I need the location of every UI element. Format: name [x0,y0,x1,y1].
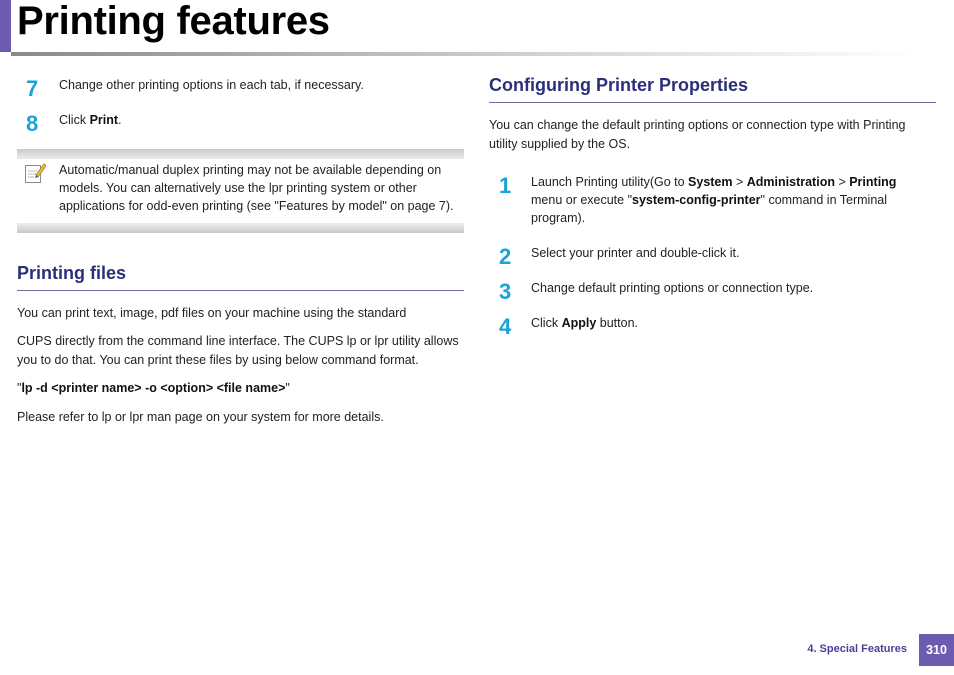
printing-files-para-3: Please refer to lp or lpr man page on your system for more details. [17,410,384,424]
page-number-badge: 310 [919,634,954,666]
apply-label: Apply [561,316,597,330]
step-8-text [59,111,459,129]
step-1-text [531,173,936,227]
step-4-text [531,314,936,332]
step-7-label: Change other printing options in each tab, if necessary. [59,78,364,92]
step-8-prefix: Click [59,113,90,127]
pencil-note-icon [24,161,46,185]
quote-close: " [285,381,290,395]
note-bottom-border [17,223,464,233]
note-line: models. You can alternatively use the lpr printing system or other [59,181,417,195]
step-8-bold: Print [89,113,119,127]
step-1-part: > [834,175,850,189]
step-1-part: > [732,175,747,189]
step-number-4: 4 [499,314,512,339]
command-format [17,379,464,398]
note-top-border [17,149,464,159]
step-1-part: " command in Terminal [760,193,888,207]
note-text [59,161,459,215]
para-line: you to do that. You can print these files by using below command format. [17,353,419,367]
configuring-intro [489,116,936,154]
step-1-line-3: program). [531,211,586,225]
chapter-label: 4. Special Features [807,643,907,655]
printing-files-para-1: You can print text, image, pdf files on your machine using the standard [17,306,407,320]
step-4-prefix: Click [531,316,562,330]
printing-menu-label: Printing [849,175,897,189]
configuring-printer-divider [489,102,936,103]
page-header [0,0,954,56]
step-3-text: Change default printing options or connection type. [531,281,814,295]
printing-files-divider [17,290,464,291]
administration-menu-label: Administration [746,175,835,189]
note-box [17,149,464,233]
para-line: CUPS directly from the command line interface. The CUPS lp or lpr utility allows [17,334,459,348]
step-1-line-2 [531,191,936,209]
page-title: Printing features [17,0,330,43]
step-8-suffix: . [118,113,122,127]
step-1-part: menu or execute " [531,193,633,207]
command-text: lp -d <printer name> -o <option> <file name> [21,381,286,395]
step-number-8: 8 [26,111,39,136]
header-accent-bar [0,0,11,52]
step-number-2: 2 [499,244,512,269]
system-menu-label: System [688,175,733,189]
intro-line: utility supplied by the OS. [489,137,631,151]
step-number-1: 1 [499,173,512,198]
quote-open: " [17,381,22,395]
header-divider [11,52,916,56]
configuring-printer-heading: Configuring Printer Properties [489,75,749,95]
note-line: applications for odd-even printing (see "Features by model" on page 7). [59,199,454,213]
step-4-suffix: button. [596,316,638,330]
intro-line: You can change the default printing options or connection type with Printing [489,118,906,132]
printing-files-heading: Printing files [17,263,127,283]
step-2-text: Select your printer and double-click it. [531,246,740,260]
step-1-line-1 [531,173,936,191]
step-1-part: Launch Printing utility(Go to [531,175,689,189]
command-name: system-config-printer [632,193,761,207]
step-7-text [59,76,459,94]
note-line: Automatic/manual duplex printing may not be available depending on [59,163,442,177]
step-number-7: 7 [26,76,39,101]
printing-files-para-2 [17,332,464,370]
step-number-3: 3 [499,279,512,304]
